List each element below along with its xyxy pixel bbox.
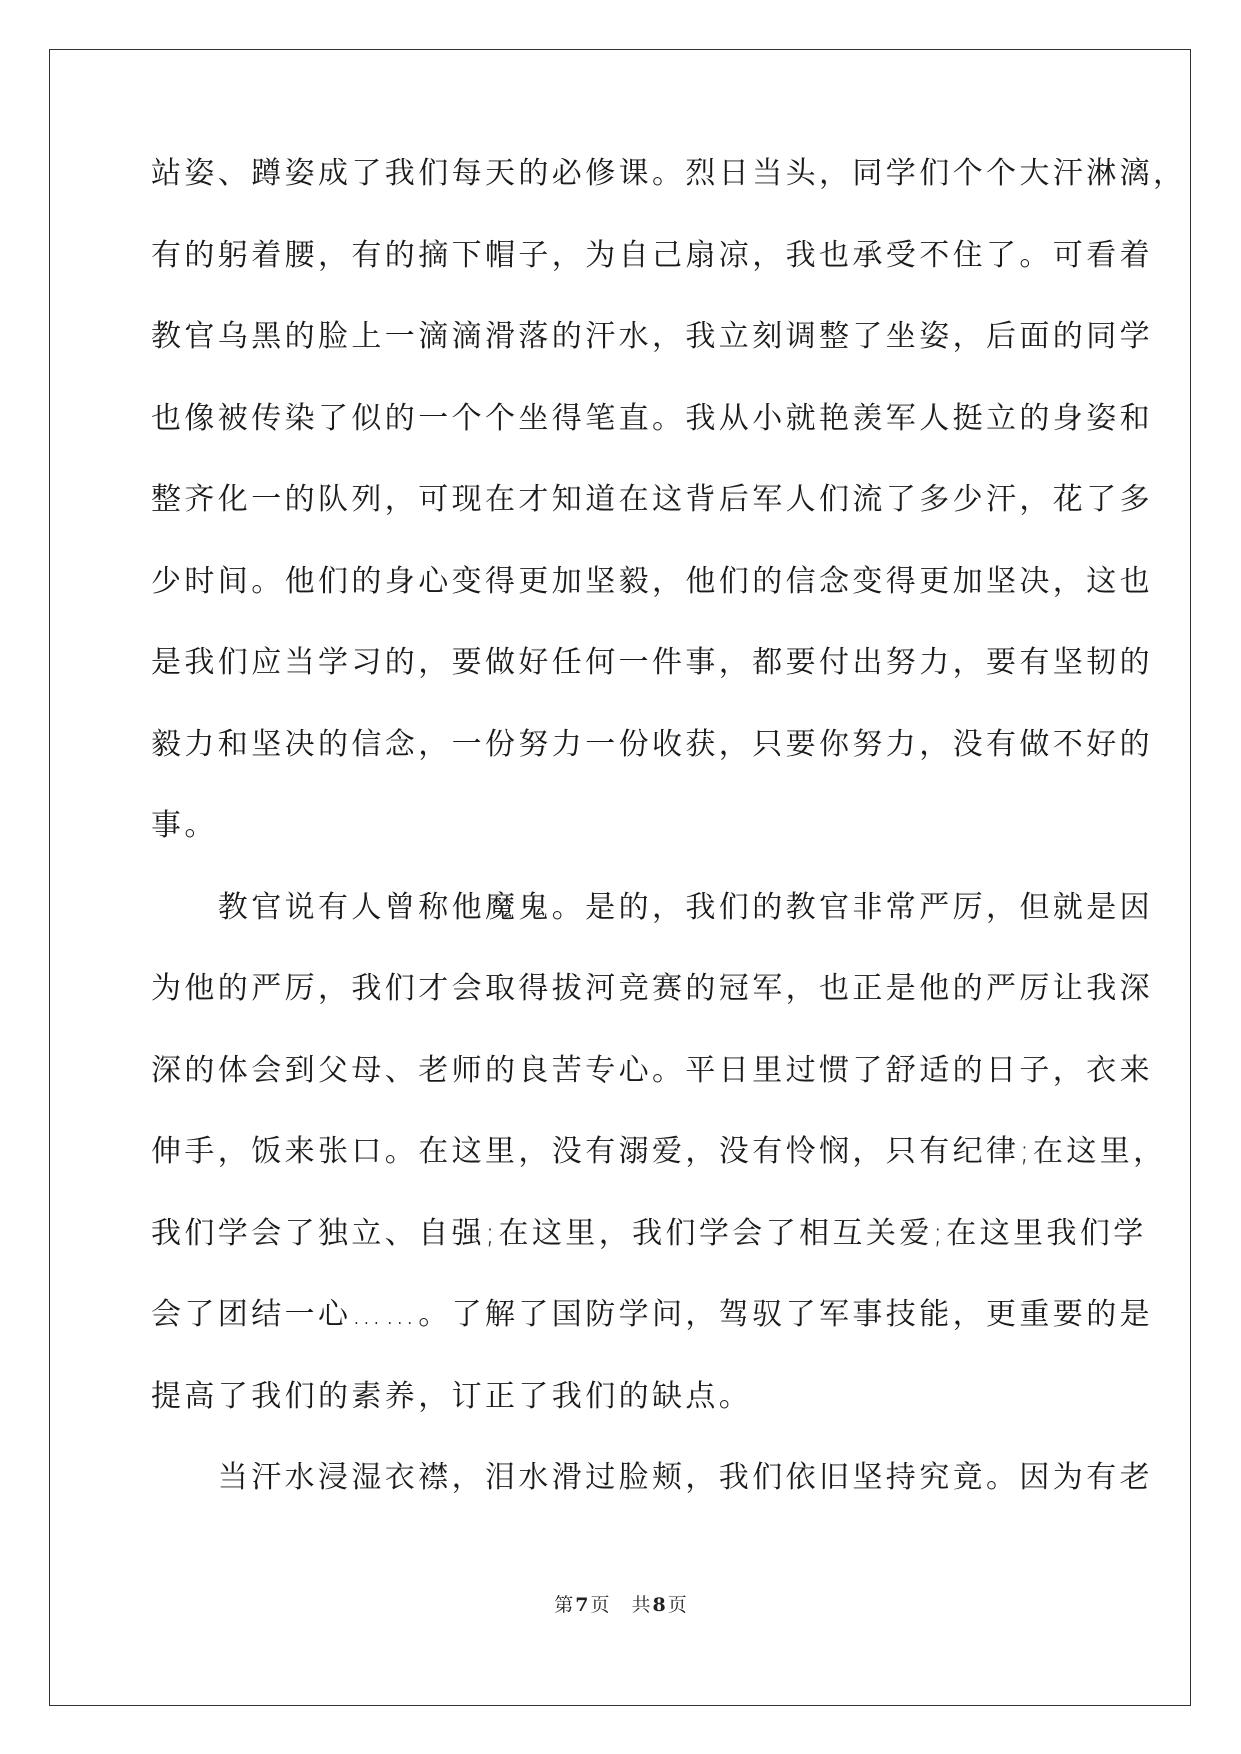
text-line: 教官说有人曾称他魔鬼。是的，我们的教官非常严厉，但就是因 [151,889,1153,925]
text-line: 当汗水浸湿衣襟，泪水滑过脸颊，我们依旧坚持究竟。因为有老 [151,1460,1153,1495]
text-line: 有的躬着腰，有的摘下帽子，为自己扇凉，我也承受不住了。可看着 [151,237,1153,273]
text-line: 毅力和坚决的信念，一份努力一份收获，只要你努力，没有做不好的 [151,726,1153,762]
page-footer [0,1590,1241,1617]
text-line: 提高了我们的素养，订正了我们的缺点。 [151,1378,753,1414]
text-line: 伸手，饭来张口。在这里，没有溺爱，没有怜悯，只有纪律;在这里， [151,1134,1167,1169]
text-line: 会了团结一心……。了解了国防学问，驾驭了军事技能，更重要的是 [151,1297,1153,1332]
text-line: 事。 [151,808,218,843]
text-line: 我们学会了独立、自强;在这里，我们学会了相互关爱;在这里我们学 [151,1215,1147,1251]
text-line: 是我们应当学习的，要做好任何一件事，都要付出努力，要有坚韧的 [151,645,1153,680]
footer-prefix: 第 [554,1594,574,1616]
text-line: 教官乌黑的脸上一滴滴滑落的汗水，我立刻调整了坐姿，后面的同学 [151,319,1153,354]
text-line: 深的体会到父母、老师的良苦专心。平日里过惯了舒适的日子，衣来 [151,1052,1153,1088]
total-page-number: 8 [652,1594,666,1616]
footer-page-unit: 页 [590,1594,610,1616]
text-line: 也像被传染了似的一个个坐得笔直。我从小就艳羡军人挺立的身姿和 [151,400,1153,436]
text-line: 少时间。他们的身心变得更加坚毅，他们的信念变得更加坚决，这也 [151,563,1153,599]
footer-total-unit: 页 [667,1594,687,1616]
document-body [151,152,1187,1538]
footer-total-prefix: 共 [631,1594,651,1616]
text-line: 为他的严厉，我们才会取得拔河竞赛的冠军，也正是他的严厉让我深 [151,971,1153,1006]
current-page-number: 7 [575,1594,589,1616]
text-line: 整齐化一的队列，可现在才知道在这背后军人们流了多少汗，花了多 [151,482,1153,517]
text-line: 站姿、蹲姿成了我们每天的必修课。烈日当头，同学们个个大汗淋漓， [151,156,1187,191]
